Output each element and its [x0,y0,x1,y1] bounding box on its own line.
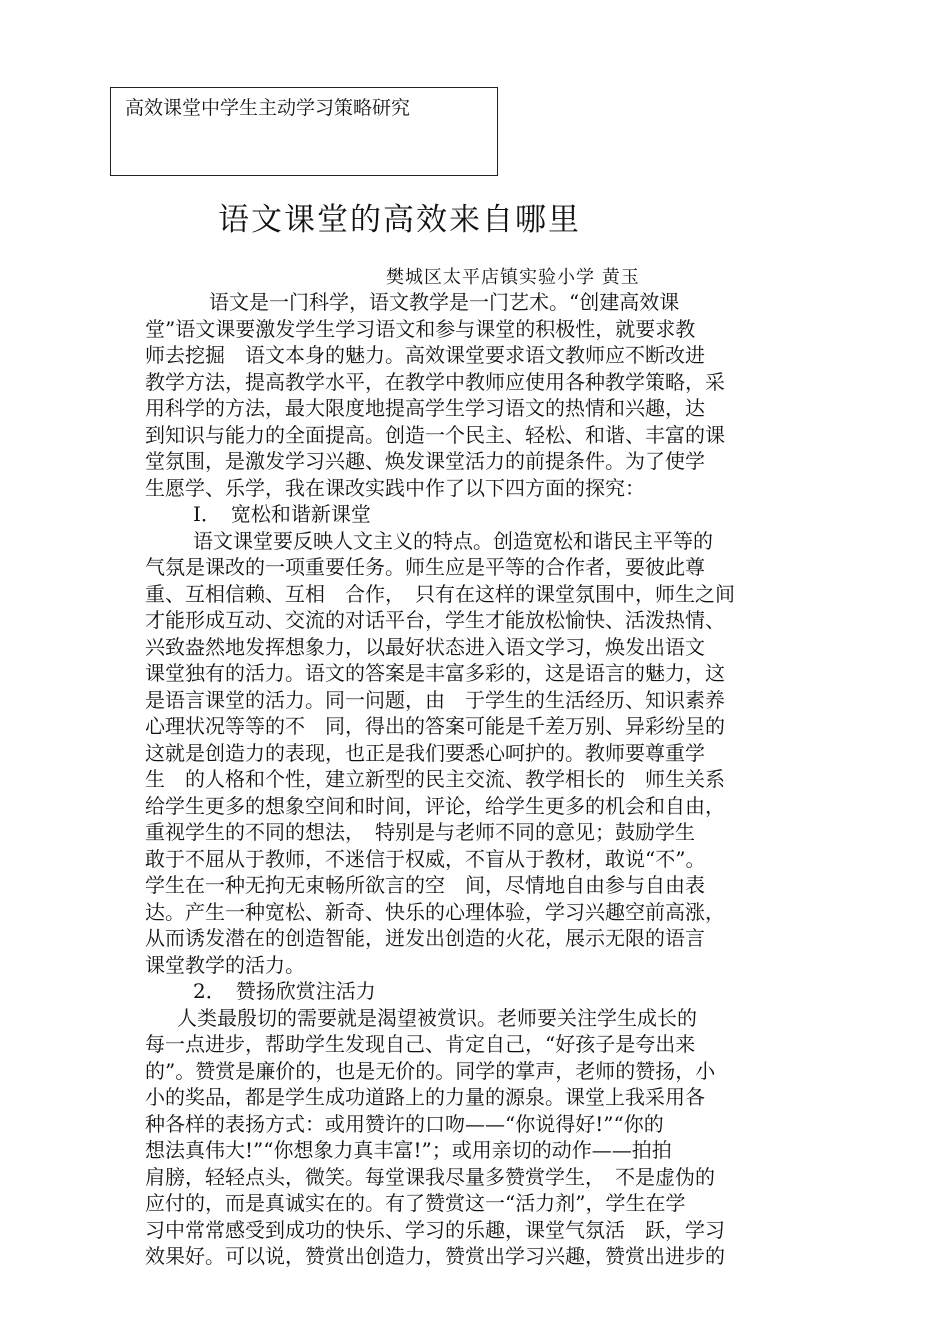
body-line: 想法真伟大!”“你想象力真丰富!”；或用亲切的动作——拍拍 [145,1138,672,1162]
topic-text: 高效课堂中学生主动学习策略研究 [125,97,411,119]
body-line: 语文课堂要反映人文主义的特点。创造宽松和谐民主平等的 [193,528,713,553]
body-line: 语文是一门科学，语文教学是一门艺术。“创建高效课 [209,290,680,314]
body-line: 用科学的方法，最大限度地提高学生学习语文的热情和兴趣，达 [145,396,705,420]
body-line: 教学方法，提高教学水平，在教学中教师应使用各种教学策略，采 [145,369,725,394]
body-line: 达。产生一种宽松、新奇、快乐的心理体验，学习兴趣空前高涨， [145,899,725,924]
body-line: 这就是创造力的表现，也正是我们要悉心呵护的。教师要尊重学 [145,740,705,765]
body-line: 敢于不屈从于教师，不迷信于权威，不盲从于教材，敢说“不”。 [145,846,706,871]
body-line: 生 的人格和个性，建立新型的民主交流、教学相长的 师生关系 [145,767,725,791]
body-line: 堂”语文课要激发学生学习语文和参与课堂的积极性，就要求教 [145,316,696,341]
body-line: 的”。赞赏是廉价的，也是无价的。同学的掌声，老师的赞扬，小 [145,1058,716,1083]
body-line: 到知识与能力的全面提高。创造一个民主、轻松、和谐、丰富的课 [145,422,725,447]
body-line: 人类最殷切的需要就是渴望被赏识。老师要关注学生成长的 [177,1005,697,1030]
body-line: 应付的，而是真诚实在的。有了赞赏这一“活力剂”，学生在学 [145,1191,686,1215]
document-title: 语文课堂的高效来自哪里 [218,202,581,238]
topic-box [110,87,498,176]
body-line: 是语言课堂的活力。同一问题，由 于学生的生活经历、知识素养 [145,687,725,712]
body-line: 兴致盎然地发挥想象力，以最好状态进入语文学习，焕发出语文 [145,634,705,659]
body-line: 气氛是课改的一项重要任务。师生应是平等的合作者，要彼此尊 [145,555,705,579]
body-line: 种各样的表扬方式：或用赞许的口吻——“你说得好!”“你的 [145,1111,664,1136]
body-line: 给学生更多的想象空间和时间，评论，给学生更多的机会和自由， [145,793,725,818]
body-line: 堂氛围，是激发学习兴趣、焕发课堂活力的前提条件。为了使学 [145,449,705,473]
body-line: 才能形成互动、交流的对话平台，学生才能放松愉快、活泼热情、 [145,608,725,632]
body-line: 生愿学、乐学，我在课改实践中作了以下四方面的探究： [145,475,645,500]
body-line: 习中常常感受到成功的快乐、学习的乐趣，课堂气氛活 跃，学习 [145,1217,725,1242]
body-line: 重视学生的不同的想法， 特别是与老师不同的意见；鼓励学生 [145,820,695,844]
section-heading: 2． 赞扬欣赏注活力 [193,979,376,1003]
body-line: 课堂独有的活力。语文的答案是丰富多彩的，这是语言的魅力，这 [145,661,725,685]
body-line: 重、互相信赖、互相 合作， 只有在这样的课堂氛围中，师生之间 [145,581,735,606]
body-line: 效果好。可以说，赞赏出创造力，赞赏出学习兴趣，赞赏出进步的 [145,1244,725,1268]
body-line: 小的奖品，都是学生成功道路上的力量的源泉。课堂上我采用各 [145,1085,705,1109]
body-line: 每一点进步，帮助学生发现自己、肯定自己，“好孩子是夸出来 [145,1032,696,1056]
body-text [145,289,815,1270]
body-line: 从而诱发潜在的创造智能，迸发出创造的火花，展示无限的语言 [145,926,705,950]
section-heading: I． 宽松和谐新课堂 [193,502,371,526]
body-line: 师去挖掘 语文本身的魅力。高效课堂要求语文教师应不断改进 [145,343,705,367]
body-line: 课堂教学的活力。 [145,952,305,977]
body-line: 心理状况等等的不 同，得出的答案可能是千差万别、异彩纷呈的 [145,714,725,738]
body-line: 肩膀，轻轻点头，微笑。每堂课我尽量多赞赏学生， 不是虚伪的 [145,1164,715,1189]
body-line: 学生在一种无拘无束畅所欲言的空 间，尽情地自由参与自由表 [145,873,705,897]
author-line: 樊城区太平店镇实验小学 黄玉 [386,267,640,288]
